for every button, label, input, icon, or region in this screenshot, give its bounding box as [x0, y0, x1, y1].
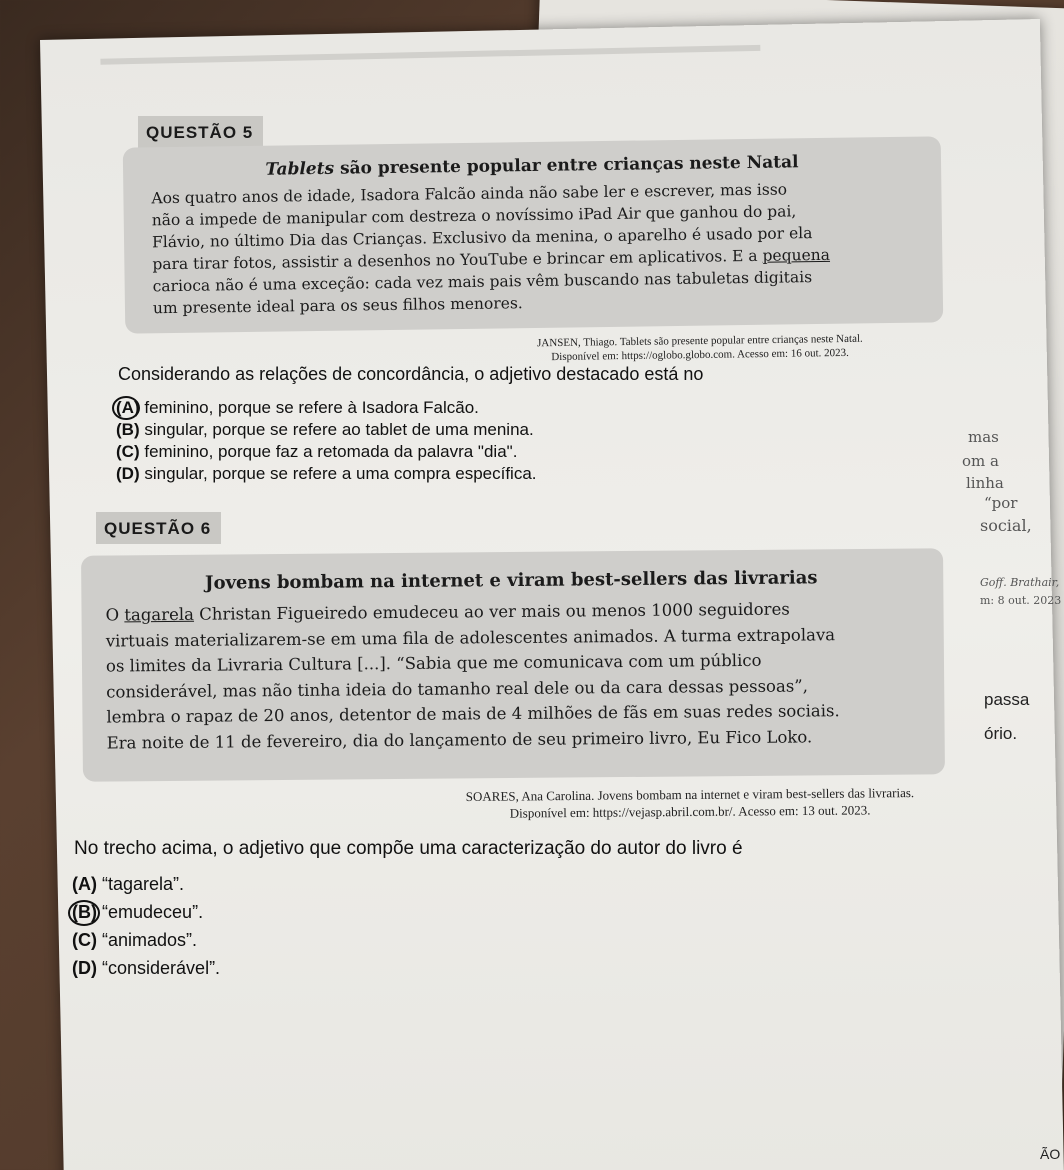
- text-line: carioca não é uma exceção: cada vez mais pais vêm buscando nas tabuletas digitais: [152, 268, 813, 296]
- source-line: Disponível em: https://vejasp.abril.com.br/. Acesso em: 13 out. 2023.: [509, 802, 871, 821]
- question-6-option-a[interactable]: (A) “tagarela”.: [72, 874, 185, 894]
- text-line: Flávio, no último Dia das Crianças. Exclusivo da menina, o aparelho é usado por ela: [151, 224, 813, 252]
- title-rest: são presente popular entre crianças neste Natal: [333, 152, 799, 179]
- back-fragment: ÃO: [1040, 1146, 1061, 1162]
- text-line: Aos quatro anos de idade, Isadora Falcão ainda não sabe ler e escrever, mas isso: [151, 180, 788, 208]
- question-6-stem: No trecho acima, o adjetivo que compõe uma caracterização do autor do livro é: [74, 838, 743, 859]
- answer-mark: [112, 396, 140, 420]
- question-5-option-d[interactable]: (D) singular, porque se refere a uma compra específica.: [116, 464, 537, 483]
- question-6-option-c[interactable]: (C) “animados”.: [72, 930, 198, 950]
- source-line: Disponível em: https://oglobo.globo.com. Acesso em: 16 out. 2023.: [551, 346, 849, 364]
- text-line: considerável, mas não tinha ideia do tamanho real dele ou da cara dessas pessoas”,: [106, 675, 809, 702]
- back-fragment: mas: [968, 428, 999, 446]
- question-5-label: QUESTÃO 5: [138, 116, 263, 148]
- underlined-word: pequena: [762, 245, 831, 265]
- source-line: JANSEN, Thiago. Tablets são presente popular entre crianças neste Natal.: [536, 332, 863, 350]
- question-6-text-title: Jovens bombam na internet e viram best-sellers das livrarias: [204, 567, 818, 594]
- text-line-part: para tirar fotos, assistir a desenhos no YouTube e brincar em aplicativos. E a: [152, 246, 763, 274]
- question-5-stem: Considerando as relações de concordância, o adjetivo destacado está no: [118, 364, 704, 384]
- back-fragment: m: 8 out. 2023: [980, 594, 1062, 607]
- question-6-text-box: [81, 548, 945, 782]
- question-5-text-title: [151, 151, 913, 182]
- back-fragment: om a: [962, 452, 999, 470]
- question-6-source: [430, 784, 950, 823]
- text-line: O tagarela Christan Figueiredo emudeceu ao ver mais ou menos 1000 seguidores: [105, 599, 790, 625]
- text-line: lembra o rapaz de 20 anos, detentor de mais de 4 milhões de fãs em suas redes sociais.: [106, 701, 840, 727]
- back-fragment: passa: [984, 690, 1030, 709]
- question-5-option-c[interactable]: (C) feminino, porque faz a retomada da palavra "dia".: [116, 442, 518, 461]
- text-line: Era noite de 11 de fevereiro, dia do lançamento de seu primeiro livro, Eu Fico Loko.: [106, 726, 813, 753]
- text-line: um presente ideal para os seus filhos menores.: [152, 294, 523, 318]
- answer-mark: [68, 900, 100, 926]
- question-6-label: QUESTÃO 6: [96, 512, 221, 544]
- back-fragment: ório.: [984, 724, 1018, 743]
- back-fragment: linha: [966, 474, 1004, 492]
- question-6-option-b[interactable]: (B) “emudeceu”.: [72, 902, 204, 922]
- question-5-text-box: [123, 136, 944, 333]
- title-italic: Tablets: [265, 158, 335, 180]
- back-fragment: social,: [980, 516, 1032, 535]
- question-5-option-a[interactable]: (A) feminino, porque se refere à Isadora Falcão.: [116, 398, 479, 417]
- question-5-source: [480, 331, 920, 365]
- back-fragment: “por: [984, 494, 1018, 512]
- text-line: não a impede de manipular com destreza o novíssimo iPad Air que ganhou do pai,: [151, 202, 797, 230]
- back-fragment: Goff. Brathair,: [980, 576, 1060, 589]
- question-5-option-b[interactable]: (B) singular, porque se refere ao tablet de uma menina.: [116, 420, 534, 439]
- question-6-option-d[interactable]: (D) “considerável”.: [72, 958, 221, 978]
- text-line: os limites da Livraria Cultura [...]. “Sabia que me comunicava com um público: [105, 650, 762, 676]
- text-line: virtuais materializarem-se em uma fila de adolescentes animados. A turma extrapolava: [105, 624, 836, 651]
- source-line: SOARES, Ana Carolina. Jovens bombam na internet e viram best-sellers das livrarias.: [465, 785, 915, 804]
